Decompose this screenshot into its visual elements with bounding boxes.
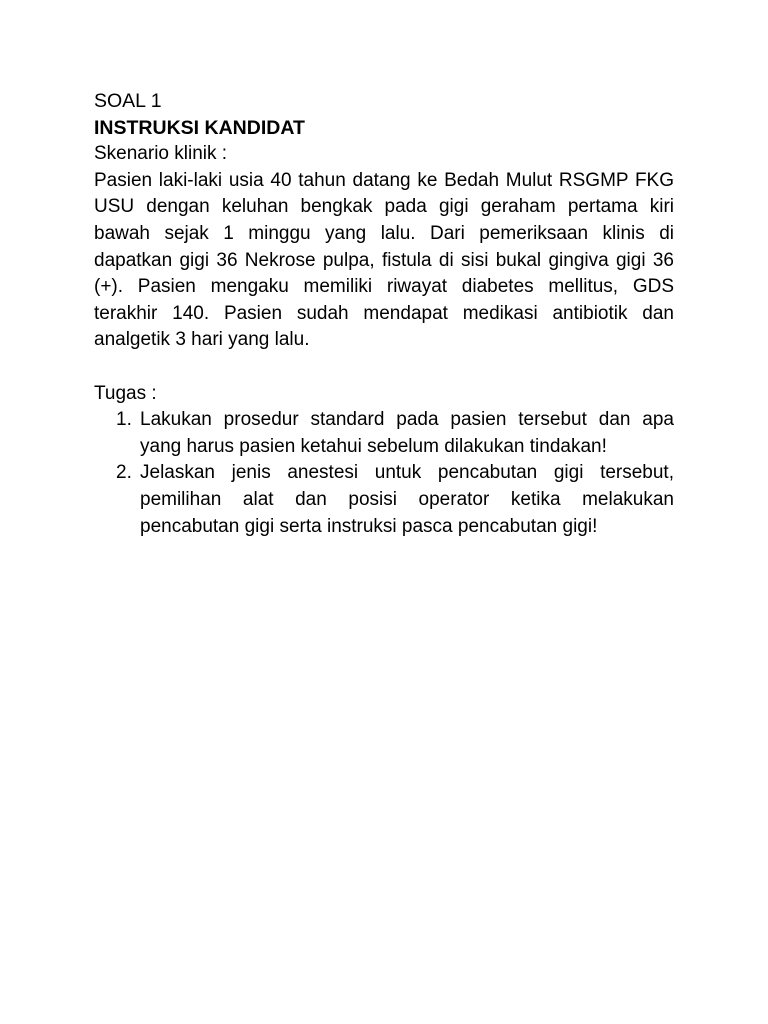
document-subtitle: INSTRUKSI KANDIDAT xyxy=(94,116,305,139)
scenario-text: Pasien laki-laki usia 40 tahun datang ke Bedah Mulut RSGMP FKG USU dengan keluhan bengkak pada gigi geraham pertama kiri bawah sejak 1 minggu yang lalu. Dari pemeriksaan klinis di dapatkan gigi 36 Nekrose pulpa, fistula di sisi bukal gingiva gigi 36 (+). Pasien mengaku memiliki riwayat diabetes mellitus, GDS terakhir 140. Pasien sudah mendapat medikasi antibiotik dan analgetik 3 hari yang lalu. xyxy=(94,169,674,351)
document-page xyxy=(94,88,674,540)
task-text: Jelaskan jenis anestesi untuk pencabutan gigi tersebut, pemilihan alat dan posisi operator ketika melakukan pencabutan gigi serta instruksi pasca pencabutan gigi! xyxy=(140,462,674,537)
task-list xyxy=(94,407,674,540)
scenario-label: Skenario klinik : xyxy=(94,143,228,165)
tasks-label: Tugas : xyxy=(94,382,157,404)
section-spacer xyxy=(94,354,674,381)
task-item xyxy=(116,460,674,540)
task-number: 1. xyxy=(116,409,132,431)
task-text: Lakukan prosedur standard pada pasien tersebut dan apa yang harus pasien ketahui sebelum dilakukan tindakan! xyxy=(140,409,674,457)
task-number: 2. xyxy=(116,462,132,484)
document-title: SOAL 1 xyxy=(94,90,162,112)
task-item xyxy=(116,407,674,460)
